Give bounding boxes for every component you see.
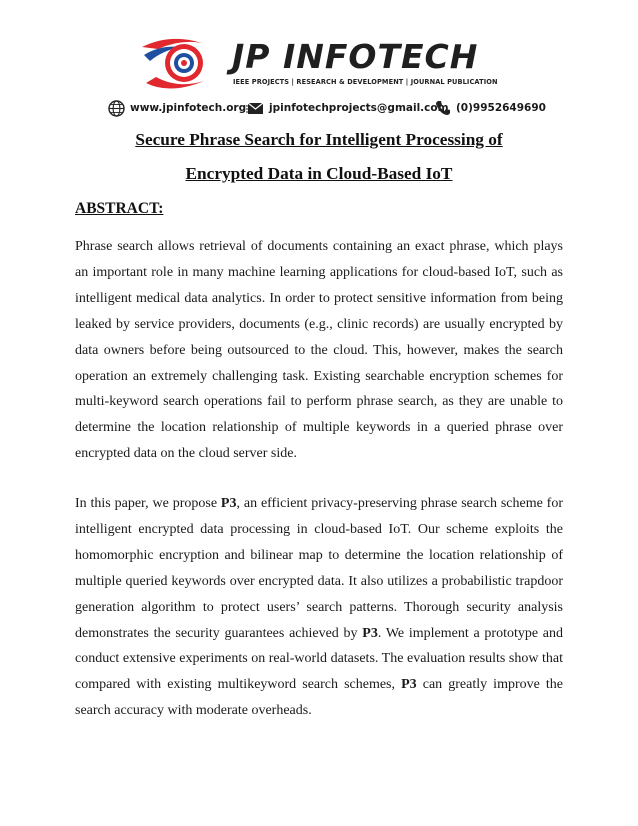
document-title-line-2: Encrypted Data in Cloud-Based IoT [185,164,453,183]
abstract-paragraph-1: Phrase search allows retrieval of documents containing an exact phrase, which plays an important role in many machine learning applications for cloud-based IoT, such as intelligent medical data analytics. In order to protect sensitive information from being leaked by service providers, documents (e.g., clinic records) are usually encrypted by data owners before being outsourced to the cloud. This, however, makes the search operation an extremely challenging task. Existing searchable encryption schemes for multi-keyword search operations fail to perform phrase search, as they are unable to determine the location relationship of multiple keywords in a queried phrase over encrypted data on the cloud server side. [75,239,563,462]
globe-icon [108,100,125,117]
scheme-name-p3: P3 [220,496,237,511]
website-link[interactable]: www.jpinfotech.org [130,102,247,114]
website-contact[interactable] [108,98,246,118]
paragraph-2-text-4: can greatly improve the search accuracy with moderate overheads. [75,677,564,719]
abstract-paragraph-2 [75,491,563,724]
target-swoosh-logo-icon [140,33,230,93]
contact-row [108,98,558,118]
phone-contact[interactable] [435,98,546,118]
paragraph-2-text-2: , an efficient privacy-preserving phrase search scheme for intelligent encrypted data processing in cloud-based IoT. Our scheme exploits the homomorphic encryption and bilinear map to determine the location relationship of multiple queried keywords over encrypted data. It also utilizes a probabilistic trapdoor generation algorithm to protect users’ search patterns. Thorough security analysis demonstrates the security guarantees achieved by [75,496,563,641]
brand-name: JP INFOTECH [232,37,479,76]
email-icon [246,102,264,115]
paragraph-2-text-1: In this paper, we propose [75,496,221,511]
brand-logo [140,33,500,93]
abstract-heading: ABSTRACT: [75,200,164,217]
email-contact[interactable] [246,98,449,118]
scheme-name-p3: P3 [362,625,378,641]
phone-icon [435,100,451,116]
paragraph-2-text-3: . We implement a prototype and conduct extensive experiments on real-world datasets. The evaluation results show that compared with existing multikeyword search schemes, [75,625,564,693]
brand-tagline: IEEE PROJECTS | RESEARCH & DEVELOPMENT | JOURNAL PUBLICATION [233,78,498,86]
phone-number[interactable]: (0)9952649690 [456,102,546,114]
document-title-line-1: Secure Phrase Search for Intelligent Processing of [135,130,503,149]
letterhead [0,0,638,130]
email-link[interactable]: jpinfotechprojects@gmail.com [269,102,449,114]
scheme-name-p3: P3 [401,677,417,693]
